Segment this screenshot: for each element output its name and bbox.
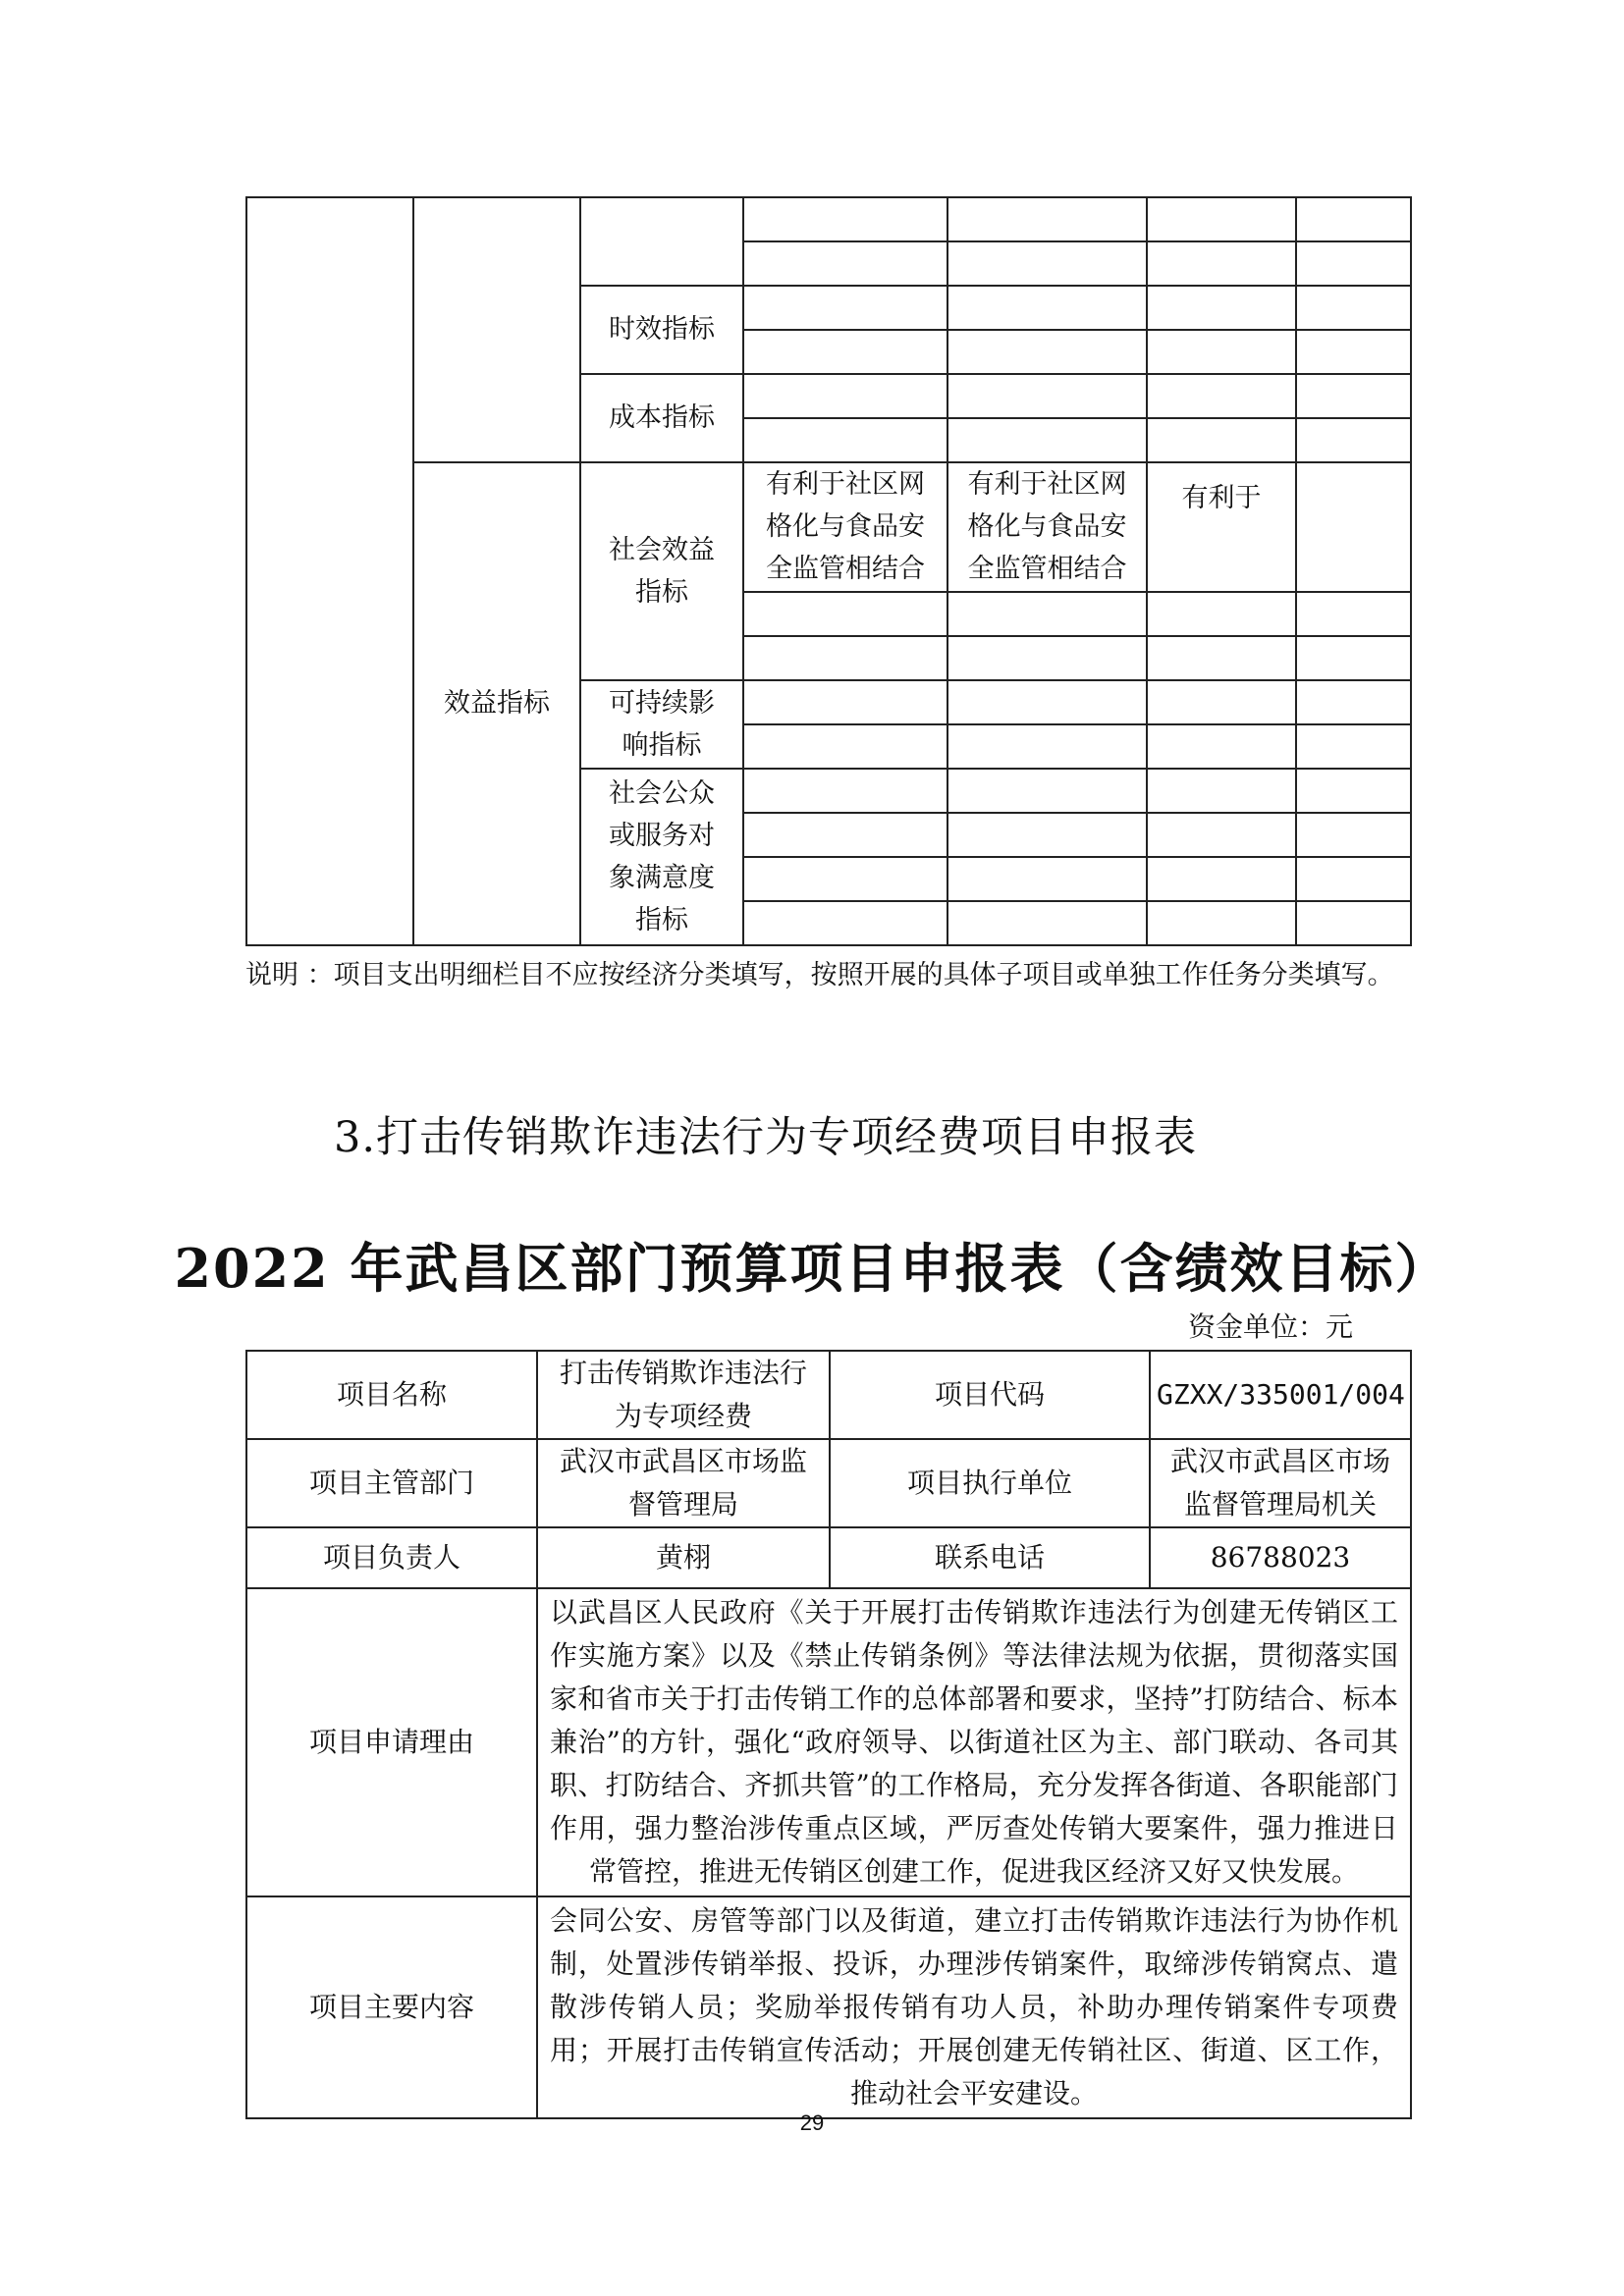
page-title: 2022 年武昌区部门预算项目申报表（含绩效目标）	[174, 1237, 1450, 1300]
project-leader-value: 黄栩	[537, 1527, 830, 1588]
project-code-label: 项目代码	[830, 1351, 1150, 1439]
application-reason-label: 项目申请理由	[246, 1588, 537, 1896]
satisfaction-indicator-label: 社会公众或服务对象满意度指标	[580, 769, 743, 945]
project-code-value: GZXX/335001/004	[1150, 1351, 1411, 1439]
supervising-dept-label: 项目主管部门	[246, 1439, 537, 1527]
social-benefit-label: 社会效益指标	[580, 462, 743, 680]
social-benefit-note: 有利于	[1147, 462, 1296, 592]
currency-unit: 资金单位：元	[1188, 1310, 1354, 1343]
project-declaration-table	[245, 1350, 1412, 2119]
contact-phone-label: 联系电话	[830, 1527, 1150, 1588]
first-level-indicator-cell	[246, 197, 413, 945]
main-content-value: 会同公安、房管等部门以及街道，建立打击传销欺诈违法行为协作机制，处置涉传销举报、投诉，办理涉传销案件，取缔涉传销窝点、遣散涉传销人员；奖励举报传销有功人员，补助办理传销案件专项费用；开展打击传销宣传活动；开展创建无传销社区、街道、区工作，推动社会平安建设。	[537, 1896, 1411, 2118]
executing-unit-value: 武汉市武昌区市场监督管理局机关	[1150, 1439, 1411, 1527]
table-note: 说明 ：项目支出明细栏目不应按经济分类填写，按照开展的具体子项目或单独工作任务分类填写。	[245, 960, 1394, 990]
social-benefit-value: 有利于社区网格化与食品安全监管相结合	[947, 462, 1147, 592]
quality-indicator-cell	[580, 197, 743, 286]
timeliness-indicator-label: 时效指标	[580, 286, 743, 374]
project-name-value: 打击传销欺诈违法行为专项经费	[537, 1351, 830, 1439]
indicator-table	[245, 196, 1412, 946]
executing-unit-label: 项目执行单位	[830, 1439, 1150, 1527]
supervising-dept-value: 武汉市武昌区市场监督管理局	[537, 1439, 830, 1527]
benefit-indicator-label: 效益指标	[413, 462, 580, 945]
output-indicator-cell	[413, 197, 580, 462]
page-number: 29	[799, 2110, 825, 2135]
project-leader-label: 项目负责人	[246, 1527, 537, 1588]
cost-indicator-label: 成本指标	[580, 374, 743, 462]
section-title: 3.打击传销欺诈违法行为专项经费项目申报表	[334, 1113, 1198, 1162]
main-content-label: 项目主要内容	[246, 1896, 537, 2118]
social-benefit-target: 有利于社区网格化与食品安全监管相结合	[743, 462, 947, 592]
sustainable-impact-label: 可持续影响指标	[580, 680, 743, 769]
project-name-label: 项目名称	[246, 1351, 537, 1439]
application-reason-value: 以武昌区人民政府《关于开展打击传销欺诈违法行为创建无传销区工作实施方案》以及《禁止传销条例》等法律法规为依据，贯彻落实国家和省市关于打击传销工作的总体部署和要求，坚持”打防结合、标本兼治”的方针，强化“政府领导、以街道社区为主、部门联动、各司其职、打防结合、齐抓共管”的工作格局，充分发挥各街道、各职能部门作用，强力整治涉传重点区域，严厉查处传销大要案件，强力推进日常管控，推进无传销区创建工作，促进我区经济又好又快发展。	[537, 1588, 1411, 1896]
contact-phone-value: 86788023	[1150, 1527, 1411, 1588]
